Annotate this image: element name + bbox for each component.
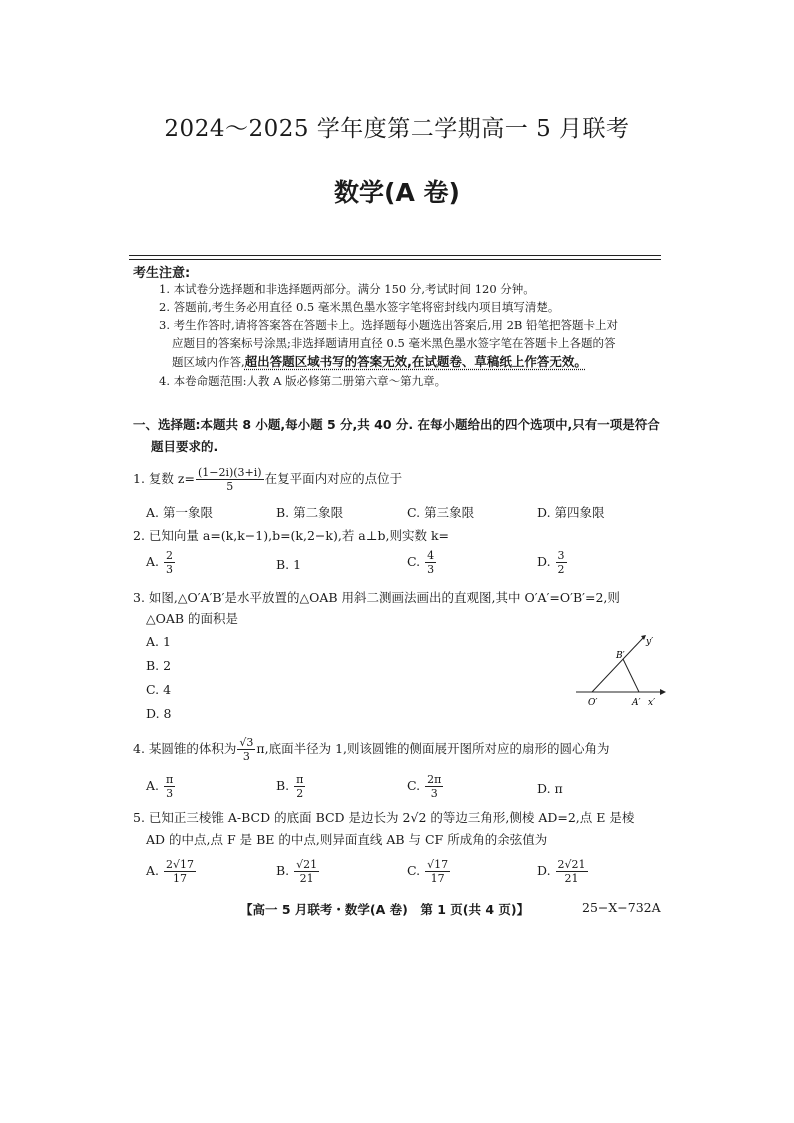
exam-title: 2024～2025 学年度第二学期高一 5 月联考 [164,116,630,142]
q5-option-c-num: √17 [427,858,449,871]
q3-oblique-triangle-figure [572,628,672,712]
q1-option-a: A. 第一象限 [146,505,213,520]
q5-option-d-den: 21 [564,872,579,885]
question-4 [133,736,610,763]
q2-option-d-fraction [556,549,567,576]
q4-option-b-den: 2 [296,787,304,800]
q5-option-b-num: √21 [296,858,318,871]
q2-option-a-num: 2 [166,549,173,562]
q2-option-c-fraction [425,549,436,576]
q4-option-a-den: 3 [166,787,174,800]
label-o-prime: O′ [588,698,598,708]
q4-option-c-den: 3 [430,787,438,800]
notice-item-3-cont: 应题目的答案标号涂黑;非选择题请用直径 0.5 毫米黑色墨水签字笔在答题卡上各题的答 [172,336,616,350]
q3-option-b: B. 2 [146,658,172,673]
q4-option-b-fraction [294,773,305,800]
notice-item-4: 4. 本卷命题范围:人教 A 版必修第二册第六章～第九章。 [159,374,447,388]
q5-option-c-den: 17 [430,872,445,885]
q1-stem-pre: 1. 复数 z= [133,471,195,486]
q5-option-c [407,858,451,885]
q2-option-b: B. 1 [276,557,302,572]
q2-option-a-label: A. [146,554,160,569]
q5-option-d-fraction [556,858,588,885]
q4-stem-pre: 4. 某圆锥的体积为 [133,741,237,756]
q2-option-a-den: 3 [166,563,173,576]
label-b-prime: B′ [616,651,625,661]
q2-option-c-label: C. [407,554,421,569]
q4-stem-post: π,底面半径为 1,则该圆锥的侧面展开图所对应的扇形的圆心角为 [256,741,610,756]
q5-option-a-fraction [164,858,196,885]
label-a-prime: A′ [632,698,641,708]
q1-option-d: D. 第四象限 [537,505,605,520]
divider-line-top [129,255,661,256]
notice-heading: 考生注意: [133,266,191,281]
q5-option-c-fraction [425,858,450,885]
page-footer: 【高一 5 月联考・数学(A 卷) 第 1 页(共 4 页)】 [240,902,530,917]
notice-item-3: 3. 考生作答时,请将答案答在答题卡上。选择题每小题选出答案后,用 2B 铅笔把答题卡上对 [159,318,619,332]
q2-option-c [407,549,437,576]
x-axis-arrow [660,689,666,695]
q5-option-b [276,858,320,885]
exam-subtitle: 数学(A 卷) [334,178,460,207]
q5-option-a-den: 17 [173,872,187,885]
q5-option-d [537,858,589,885]
q1-fraction [196,466,264,493]
q2-option-d-label: D. [537,554,551,569]
notice-item-2: 2. 答题前,考生务必用直径 0.5 毫米黑色墨水签字笔将密封线内项目填写清楚。 [159,300,560,314]
q5-option-b-den: 21 [299,872,314,885]
q4-option-b [276,773,306,800]
section-heading-line2: 题目要求的. [151,439,219,454]
q2-option-a [146,549,176,576]
q4-option-d: D. π [537,781,563,796]
q4-option-c-fraction [425,773,443,800]
q2-option-c-den: 3 [427,563,435,576]
question-5-line1: 5. 已知正三棱锥 A-BCD 的底面 BCD 是边长为 2√2 的等边三角形,侧棱 AD=2,点 E 是棱 [133,810,635,825]
section-heading [133,414,663,458]
q4-option-c-num: 2π [427,773,442,786]
q4-volume-num: √3 [239,736,254,749]
q2-option-d-den: 2 [557,563,565,576]
q4-option-a-fraction [164,773,175,800]
q1-denominator: 5 [226,480,234,493]
q4-option-b-num: π [296,773,304,786]
q5-option-d-label: D. [537,863,551,878]
q4-option-b-label: B. [276,778,290,793]
question-2: 2. 已知向量 a=(k,k−1),b=(k,2−k),若 a⊥b,则实数 k= [133,528,450,543]
q5-option-b-fraction [294,858,319,885]
q2-option-d [537,549,568,576]
divider-line-bottom [129,259,661,260]
q2-option-c-num: 4 [427,549,435,562]
exam-code: 25−X−732A [582,900,661,915]
q5-option-a-num: 2√17 [166,858,195,871]
q4-volume-fraction [237,736,255,763]
q4-option-c-label: C. [407,778,421,793]
q4-volume-den: 3 [242,750,250,763]
q5-option-b-label: B. [276,863,290,878]
q5-option-a-label: A. [146,863,160,878]
question-1 [133,466,402,493]
notice-item-3-end: 题区域内作答, [172,355,245,369]
q4-option-a-num: π [166,773,174,786]
q4-option-a [146,773,176,800]
q1-stem-post: 在复平面内对应的点位于 [264,471,403,486]
q5-option-c-label: C. [407,863,421,878]
q2-option-d-num: 3 [557,549,565,562]
q5-option-a [146,858,197,885]
question-3-line2: △OAB 的面积是 [146,611,239,626]
question-5-line2: AD 的中点,点 F 是 BE 的中点,则异面直线 AB 与 CF 所成角的余弦值为 [146,832,548,847]
q1-option-b: B. 第二象限 [276,505,344,520]
q4-option-c [407,773,444,800]
section-heading-line1: 一、选择题:本题共 8 小题,每小题 5 分,共 40 分. 在每小题给出的四个选项中,只有一项是符合 [133,417,660,432]
label-x-prime: x′ [648,698,656,708]
triangle-side-ab [623,659,639,692]
question-3-line1: 3. 如图,△O′A′B′是水平放置的△OAB 用斜二测画法画出的直观图,其中 O′A′=O′B′=2,则 [133,590,620,605]
q1-numerator: (1−2i)(3+i) [197,466,262,479]
q3-option-c: C. 4 [146,682,172,697]
notice-item-3-tail [172,353,587,372]
label-y-prime: y′ [646,637,654,647]
q1-option-c: C. 第三象限 [407,505,475,520]
q2-option-a-fraction [164,549,175,576]
q4-option-a-label: A. [146,778,160,793]
q3-option-d: D. 8 [146,706,172,721]
q5-option-d-num: 2√21 [557,858,586,871]
q3-option-a: A. 1 [146,634,171,649]
notice-warning: 超出答题区域书写的答案无效,在试题卷、草稿纸上作答无效。 [244,354,587,369]
notice-item-1: 1. 本试卷分选择题和非选择题两部分。满分 150 分,考试时间 120 分钟。 [159,282,535,296]
